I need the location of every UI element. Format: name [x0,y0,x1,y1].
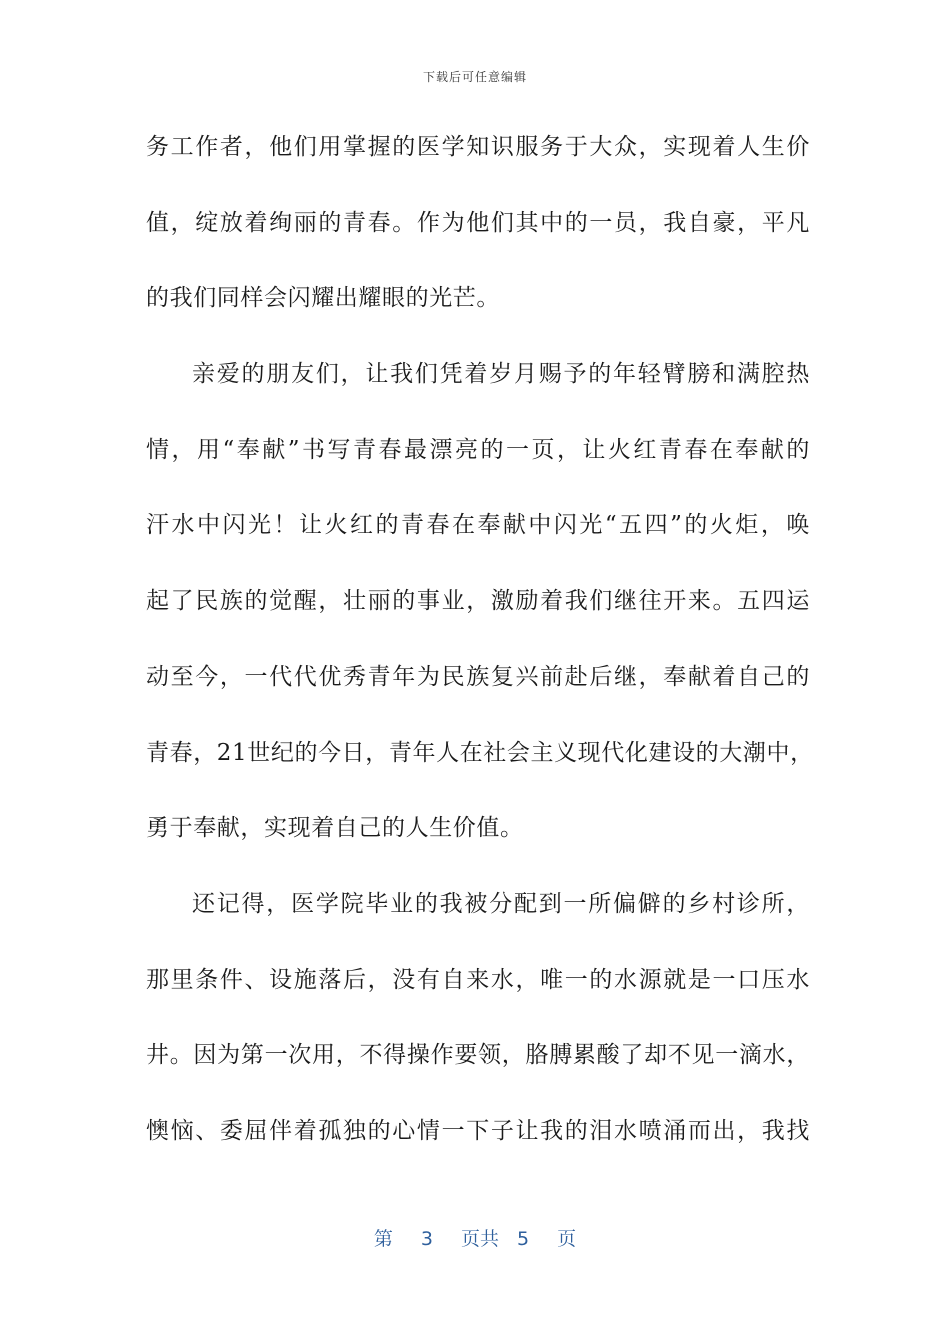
footer-middle: 页共 [460,1228,499,1250]
text-line: 务工作者，他们用掌握的医学知识服务于大众，实现着人生价 [146,134,810,160]
document-body [146,124,814,1184]
text-line: 勇于奉献，实现着自己的人生价值。 [146,815,524,842]
text-line: 情，用“奉献”书写青春最漂亮的一页，让火红青春在奉献的 [146,436,810,463]
text-line: 那里条件、设施落后，没有自来水，唯一的水源就是一口压水 [146,966,810,993]
text-line: 懊恼、委屈伴着孤独的心情一下子让我的泪水喷涌而出，我找 [146,1117,810,1144]
text-line: 值，绽放着绚丽的青春。作为他们其中的一员，我自豪，平凡 [146,209,810,236]
footer-prefix: 第 [373,1228,393,1250]
page-header-note: 下载后可任意编辑 [422,70,527,84]
paragraph-first-line: 亲爱的朋友们，让我们凭着岁月赐予的年轻臂膀和满腔热 [192,361,810,388]
text-line: 动至今，一代代优秀青年为民族复兴前赴后继，奉献着自己的 [146,663,810,690]
text-line: 汗水中闪光！让火红的青春在奉献中闪光“五四”的火炬，唤 [146,512,810,539]
text-line: 起了民族的觉醒，壮丽的事业，激励着我们继往开来。五四运 [146,588,810,615]
paragraph-first-line: 还记得，医学院毕业的我被分配到一所偏僻的乡村诊所， [192,890,810,917]
footer-suffix: 页 [557,1228,577,1250]
current-page-number: 3 [420,1228,433,1250]
page-number-footer [0,1224,950,1251]
text-line: 青春，21世纪的今日，青年人在社会主义现代化建设的大潮中， [146,739,814,766]
text-line: 的我们同样会闪耀出耀眼的光芒。 [146,285,500,312]
text-line: 井。因为第一次用，不得操作要领，胳膊累酸了却不见一滴水， [146,1042,810,1069]
total-pages-number: 5 [517,1228,530,1250]
